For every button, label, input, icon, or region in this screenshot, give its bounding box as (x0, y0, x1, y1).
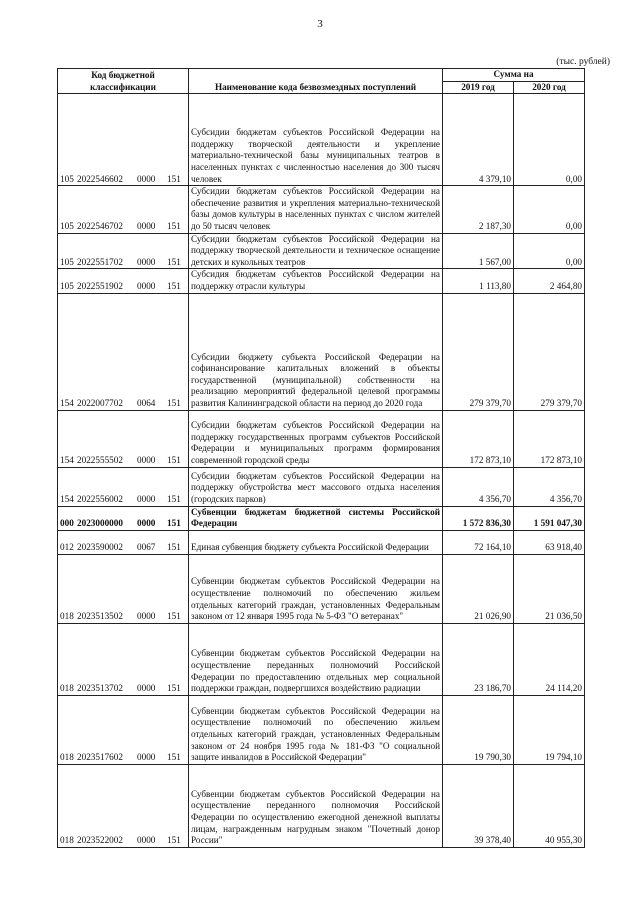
code-part: 2023517602 (77, 752, 123, 763)
table-row (58, 623, 585, 695)
code-part: 2022551702 (77, 256, 123, 267)
amount-2020: 0,00 (514, 233, 585, 269)
classification-code (58, 94, 189, 186)
code-part: 105 (60, 256, 74, 267)
code-part: 2023522002 (77, 835, 123, 846)
page-number: 3 (317, 18, 323, 30)
code-part: 0000 (137, 493, 156, 504)
code-part: 0000 (137, 835, 156, 846)
table-row (58, 467, 585, 506)
table-row (58, 530, 585, 554)
classification-code (58, 530, 189, 554)
amount-2019: 1 567,00 (443, 233, 514, 269)
classification-code (58, 554, 189, 623)
amount-2020: 172 873,10 (514, 410, 585, 467)
amount-2019: 4 356,70 (443, 467, 514, 506)
amount-2020: 1 591 047,30 (514, 506, 585, 530)
amount-2019: 21 026,90 (443, 554, 514, 623)
code-part: 018 (60, 611, 74, 622)
amount-2020: 40 955,30 (514, 764, 585, 847)
receipt-name: Субвенции бюджетам бюджетной системы Российской Федерации (189, 506, 443, 530)
receipt-name: Единая субвенция бюджету субъекта Российской Федерации (189, 530, 443, 554)
classification-code (58, 506, 189, 530)
amount-2019: 72 164,10 (443, 530, 514, 554)
classification-code (58, 695, 189, 764)
units-label: (тыс. рублей) (556, 57, 610, 67)
code-part: 151 (167, 280, 181, 291)
code-part: 105 (60, 173, 74, 184)
code-part: 2022555502 (77, 454, 123, 465)
table-row (58, 506, 585, 530)
amount-2020: 63 918,40 (514, 530, 585, 554)
code-part: 018 (60, 835, 74, 846)
year-2019-header: 2019 год (443, 81, 514, 94)
code-part: 151 (167, 518, 181, 529)
amount-2020: 21 036,50 (514, 554, 585, 623)
code-part: 2023513502 (77, 611, 123, 622)
classification-code (58, 233, 189, 269)
amount-2019: 2 187,30 (443, 186, 514, 233)
receipt-name: Субсидия бюджетам субъектов Российской Федерации на поддержку отрасли культуры (189, 269, 443, 293)
code-part: 0000 (137, 220, 156, 231)
amount-2019: 279 379,70 (443, 293, 514, 410)
receipt-name: Субсидии бюджетам субъектов Российской Федерации на обеспечение развития и укрепления материально-технической базы домов культуры в населенных пунктах с числом жителей до 50 тысяч человек (189, 186, 443, 233)
receipt-name: Субсидии бюджетам субъектов Российской Федерации на поддержку государственных программ субъектов Российской Федерации и муниципальных программ формирования современной городской среды (189, 410, 443, 467)
code-part: 151 (167, 835, 181, 846)
code-part: 012 (60, 542, 74, 553)
receipt-name: Субвенции бюджетам субъектов Российской Федерации на осуществление полномочий по обеспечению жильем отдельных категорий граждан, установленных Федеральным законом от 12 января 1995 года № 5-ФЗ "О ветеранах" (189, 554, 443, 623)
code-part: 2023000000 (77, 518, 123, 529)
receipt-name: Субсидии бюджетам субъектов Российской Федерации на поддержку творческой деятельности и техническое оснащение детских и кукольных театров (189, 233, 443, 269)
classification-code (58, 467, 189, 506)
amount-2020: 0,00 (514, 94, 585, 186)
table-row (58, 94, 585, 186)
amount-2020: 24 114,20 (514, 623, 585, 695)
code-part: 105 (60, 280, 74, 291)
code-part: 151 (167, 542, 181, 553)
table-row (58, 186, 585, 233)
code-part: 2022546702 (77, 220, 123, 231)
code-part: 154 (60, 454, 74, 465)
code-part: 0000 (137, 518, 156, 529)
classification-code (58, 410, 189, 467)
code-part: 0000 (137, 256, 156, 267)
code-part: 2022546602 (77, 173, 123, 184)
table-row (58, 410, 585, 467)
classification-code (58, 764, 189, 847)
code-part: 2023513702 (77, 683, 123, 694)
amount-2020: 0,00 (514, 186, 585, 233)
table-row (58, 269, 585, 293)
table-body (58, 94, 585, 848)
code-part: 0067 (137, 542, 156, 553)
code-part: 0000 (137, 454, 156, 465)
amount-2020: 2 464,80 (514, 269, 585, 293)
code-part: 151 (167, 173, 181, 184)
code-part: 0064 (137, 397, 156, 408)
amount-2019: 23 186,70 (443, 623, 514, 695)
code-part: 0000 (137, 173, 156, 184)
code-part: 0000 (137, 683, 156, 694)
code-part: 018 (60, 683, 74, 694)
classification-code (58, 293, 189, 410)
code-column-header: Код бюджетной классификации (58, 69, 189, 94)
code-part: 105 (60, 220, 74, 231)
amount-2019: 1 572 836,30 (443, 506, 514, 530)
classification-code (58, 186, 189, 233)
code-part: 151 (167, 683, 181, 694)
code-part: 151 (167, 752, 181, 763)
code-part: 151 (167, 454, 181, 465)
receipt-name: Субвенции бюджетам субъектов Российской Федерации на осуществление переданных полномочий Российской Федерации по предоставлению отдельных мер социальной поддержки граждан, подвергшихся воздействию радиации (189, 623, 443, 695)
name-column-header: Наименование кода безвозмездных поступлений (189, 69, 443, 94)
classification-code (58, 269, 189, 293)
classification-code (58, 623, 189, 695)
code-part: 2022551902 (77, 280, 123, 291)
table-row (58, 764, 585, 847)
amount-2020: 4 356,70 (514, 467, 585, 506)
receipt-name: Субвенции бюджетам субъектов Российской Федерации на осуществление полномочий по обеспечению жильем отдельных категорий граждан, установленных Федеральным законом от 24 ноября 1995 года № 181-ФЗ "О социальной защите инвалидов в Российской Федерации" (189, 695, 443, 764)
code-part: 151 (167, 493, 181, 504)
receipt-name: Субсидии бюджету субъекта Российской Федерации на софинансирование капитальных вложений в объекты государственной (муниципальной) собственности на реализацию мероприятий федеральной целевой программы развития Калининградской области на период до 2020 года (189, 293, 443, 410)
sum-column-header: Сумма на (443, 69, 585, 82)
amount-2019: 172 873,10 (443, 410, 514, 467)
code-part: 2022007702 (77, 397, 123, 408)
table-row (58, 293, 585, 410)
receipt-name: Субсидии бюджетам субъектов Российской Федерации на поддержку творческой деятельности и укрепление материально-технической базы муниципальных театров в населенных пунктах с численностью населения до 300 тысяч человек (189, 94, 443, 186)
code-part: 151 (167, 397, 181, 408)
amount-2019: 4 379,10 (443, 94, 514, 186)
amount-2019: 39 378,40 (443, 764, 514, 847)
amount-2019: 19 790,30 (443, 695, 514, 764)
receipt-name: Субсидии бюджетам субъектов Российской Федерации на поддержку обустройства мест массового отдыха населения (городских парков) (189, 467, 443, 506)
code-part: 154 (60, 493, 74, 504)
code-part: 2022556002 (77, 493, 123, 504)
code-part: 0000 (137, 280, 156, 291)
year-2020-header: 2020 год (514, 81, 585, 94)
code-part: 151 (167, 220, 181, 231)
code-part: 000 (60, 518, 74, 529)
code-part: 151 (167, 256, 181, 267)
code-part: 018 (60, 752, 74, 763)
code-part: 151 (167, 611, 181, 622)
amount-2020: 19 794,10 (514, 695, 585, 764)
table-row (58, 695, 585, 764)
table-row (58, 233, 585, 269)
code-part: 0000 (137, 752, 156, 763)
code-part: 154 (60, 397, 74, 408)
table-row (58, 554, 585, 623)
code-part: 2023590002 (77, 542, 123, 553)
code-part: 0000 (137, 611, 156, 622)
amount-2020: 279 379,70 (514, 293, 585, 410)
receipt-name: Субвенции бюджетам субъектов Российской Федерации на осуществление переданного полномочия Российской Федерации по осуществлению ежегодной денежной выплаты лицам, награжденным нагрудным знаком "Почетный донор России" (189, 764, 443, 847)
budget-table (57, 68, 585, 848)
amount-2019: 1 113,80 (443, 269, 514, 293)
